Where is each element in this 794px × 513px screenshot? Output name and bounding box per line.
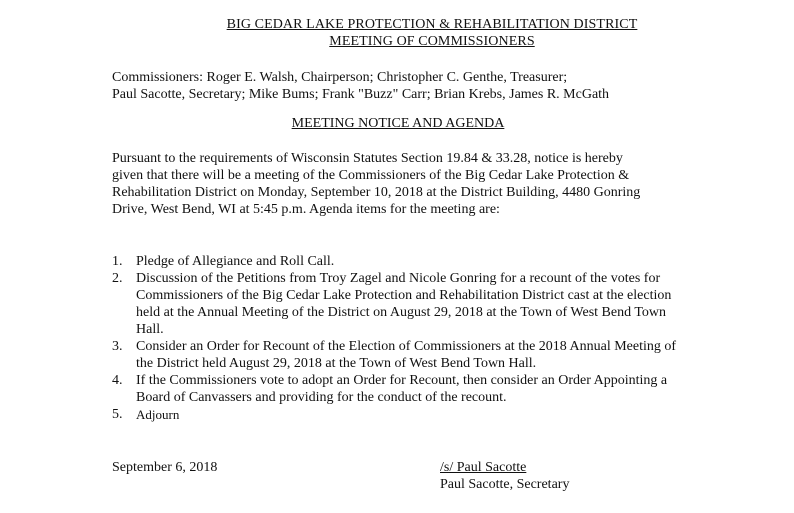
agenda-item xyxy=(112,406,712,423)
intro-line-1: Pursuant to the requirements of Wisconsin Statutes Section 19.84 & 33.28, notice is hereby xyxy=(112,151,623,166)
agenda-item-number: 5. xyxy=(112,407,123,422)
agenda-item xyxy=(112,338,712,372)
intro-paragraph xyxy=(112,150,692,218)
agenda-item xyxy=(112,270,712,338)
signature-block xyxy=(440,459,569,493)
agenda-item-number: 4. xyxy=(112,373,123,388)
intro-line-3: Rehabilitation District on Monday, September 10, 2018 at the District Building, 4480 Gonring xyxy=(112,185,641,200)
commissioners-list xyxy=(112,69,712,103)
agenda-item-number: 1. xyxy=(112,254,123,269)
commissioners-line-2: Paul Sacotte, Secretary; Mike Bums; Frank "Buzz" Carr; Brian Krebs, James R. McGath xyxy=(112,87,610,102)
intro-line-2: given that there will be a meeting of the Commissioners of the Big Cedar Lake Protection & xyxy=(112,168,630,183)
agenda-item xyxy=(112,372,712,406)
signature: /s/ Paul Sacotte xyxy=(440,460,527,475)
commissioners-line-1: Commissioners: Roger E. Walsh, Chairperson; Christopher C. Genthe, Treasurer; xyxy=(112,70,568,85)
agenda-item-line: If the Commissioners vote to adopt an Order for Recount, then consider an Order Appointing a xyxy=(136,373,668,388)
agenda-item-line: Hall. xyxy=(136,322,164,337)
agenda-item-line: Commissioners of the Big Cedar Lake Protection and Rehabilitation District cast at the election xyxy=(136,288,672,303)
agenda-item-line: Consider an Order for Recount of the Election of Commissioners at the 2018 Annual Meeting of xyxy=(136,339,677,354)
notice-heading xyxy=(0,115,794,132)
agenda-item-line: Discussion of the Petitions from Troy Zagel and Nicole Gonring for a recount of the votes for xyxy=(136,271,661,286)
agenda-item-line: Board of Canvassers and providing for the conduct of the recount. xyxy=(136,390,507,405)
signer-name: Paul Sacotte, Secretary xyxy=(440,477,570,492)
notice-title: MEETING NOTICE AND AGENDA xyxy=(291,116,505,131)
agenda-item-line: the District held August 29, 2018 at the Town of West Bend Town Hall. xyxy=(136,356,537,371)
agenda-item-line: held at the Annual Meeting of the District on August 29, 2018 at the Town of West Bend Town xyxy=(136,305,667,320)
agenda-item xyxy=(112,253,712,270)
intro-line-4: Drive, West Bend, WI at 5:45 p.m. Agenda items for the meeting are: xyxy=(112,202,500,217)
meeting-title: MEETING OF COMMISSIONERS xyxy=(329,34,535,49)
notice-date: September 6, 2018 xyxy=(112,460,218,475)
agenda-item-number: 3. xyxy=(112,339,123,354)
agenda-item-line: Adjourn xyxy=(136,407,180,422)
agenda-list xyxy=(112,253,712,423)
agenda-item-number: 2. xyxy=(112,271,123,286)
document-header xyxy=(0,16,794,50)
district-title: BIG CEDAR LAKE PROTECTION & REHABILITATION DISTRICT xyxy=(226,17,638,32)
agenda-item-line: Pledge of Allegiance and Roll Call. xyxy=(136,254,335,269)
